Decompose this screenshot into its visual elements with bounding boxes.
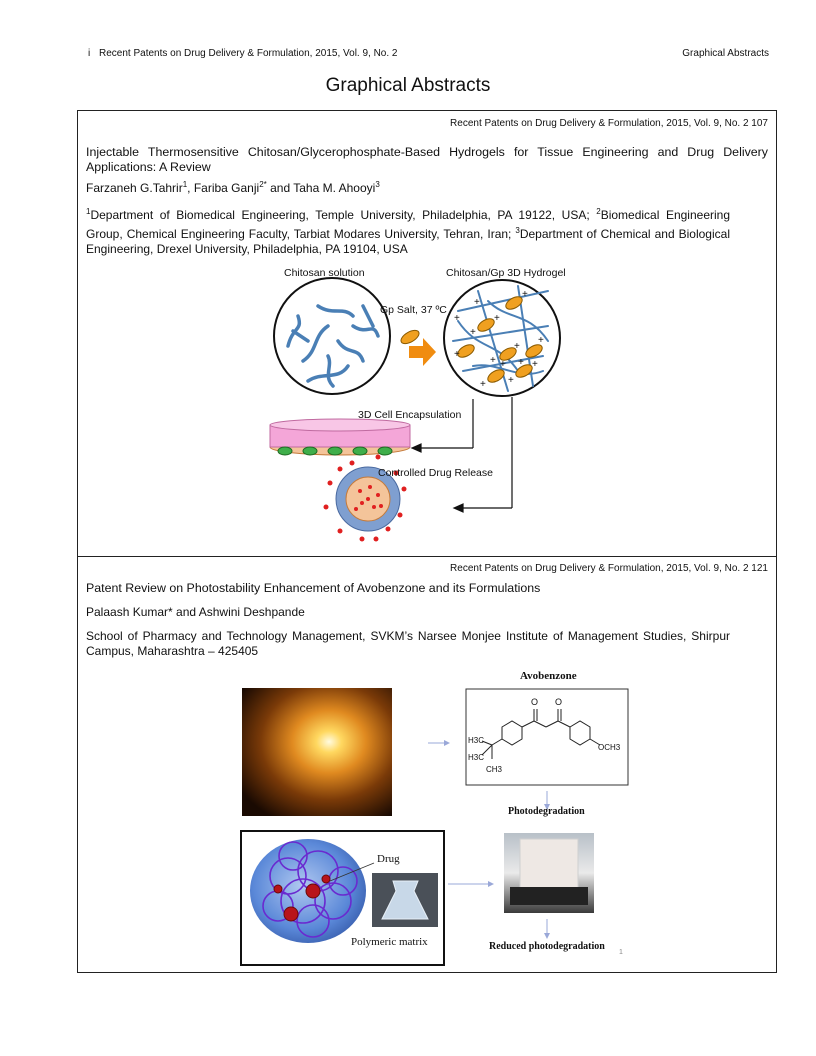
label-drug-release: Controlled Drug Release [378, 467, 493, 479]
article-ref-2: Recent Patents on Drug Delivery & Formulation, 2015, Vol. 9, No. 2 121 [450, 563, 768, 574]
affil-sup: 2 [596, 207, 601, 216]
chem-h3c-top: H3C [468, 736, 485, 745]
chem-ch3: CH3 [486, 765, 503, 774]
drug-particle [306, 884, 320, 898]
page-number: i [88, 48, 91, 59]
svg-text:+: + [454, 313, 460, 324]
label-avobenzone: Avobenzone [520, 670, 577, 682]
svg-text:+: + [538, 335, 544, 346]
author-name: Farzaneh G.Tahrir [86, 181, 183, 195]
svg-text:+: + [490, 355, 496, 366]
figure-page-number: 1 [619, 949, 623, 956]
article-affiliations-2: School of Pharmacy and Technology Management, SVKM’s Narsee Monjee Institute of Management Studies, Shirpur Campus, Maharashtra – 425405 [86, 629, 730, 658]
svg-text:+: + [532, 359, 538, 370]
label-cell-encapsulation: 3D Cell Encapsulation [358, 409, 462, 421]
svg-text:+: + [494, 313, 500, 324]
label-reduced-photodegradation: Reduced photodegradation [489, 941, 605, 952]
author-sep: , [187, 181, 194, 195]
label-chitosan-hydrogel: Chitosan/Gp 3D Hydrogel [446, 267, 566, 279]
affil-text: Department of Chemical and Biological Engineering, Drexel University, Philadelphia, PA 19104, USA [86, 227, 730, 256]
affil-text: Department of Biomedical Engineering, Temple University, Philadelphia, PA 19122, USA; [90, 208, 597, 222]
author-sep: and [266, 181, 294, 195]
label-chitosan-solution: Chitosan solution [284, 267, 365, 279]
svg-text:+: + [470, 327, 476, 338]
affil-text: Biomedical Engineering Group, Chemical Engineering Faculty, Tarbiat Modares University, Tehran, Iran; [86, 208, 730, 241]
chem-o-2: O [555, 697, 563, 707]
article-title-2[interactable]: Patent Review on Photostability Enhancement of Avobenzone and its Formulations [86, 581, 541, 595]
drug-particle [322, 875, 330, 883]
author-sup: 2* [259, 180, 267, 189]
label-drug: Drug [377, 853, 400, 865]
chem-o-1: O [531, 697, 539, 707]
section-name: Graphical Abstracts [682, 48, 769, 59]
drug-particle [274, 885, 282, 893]
author-sup: 1 [182, 180, 188, 189]
label-gp-salt: Gp Salt, 37 ºC [380, 304, 447, 316]
chem-och3: OCH3 [598, 743, 621, 752]
author-sup: 3 [375, 180, 380, 189]
chem-h3c-bottom: H3C [468, 753, 485, 762]
label-photodegradation: Photodegradation [508, 806, 585, 817]
svg-text:+: + [480, 379, 486, 390]
drug-particle [284, 907, 298, 921]
page-title: Graphical Abstracts [325, 75, 491, 96]
article-ref-1: Recent Patents on Drug Delivery & Formulation, 2015, Vol. 9, No. 2 107 [450, 118, 768, 129]
svg-text:+: + [508, 375, 514, 386]
author-name: Fariba Ganji [193, 181, 260, 195]
abstracts-frame [77, 110, 777, 973]
affil-sup: 3 [515, 226, 520, 235]
label-polymeric-matrix: Polymeric matrix [351, 936, 428, 948]
svg-text:+: + [500, 359, 506, 370]
svg-text:+: + [454, 349, 460, 360]
beaker-photo [504, 833, 594, 913]
article-authors-2: Palaash Kumar* and Ashwini Deshpande [86, 605, 305, 619]
svg-text:+: + [474, 297, 480, 308]
running-header [88, 48, 769, 62]
sunlight-photo [242, 688, 392, 816]
svg-text:+: + [514, 341, 520, 352]
svg-text:+: + [522, 289, 528, 300]
journal-citation: Recent Patents on Drug Delivery & Formulation, 2015, Vol. 9, No. 2 [99, 48, 398, 59]
avobenzone-figure [78, 111, 778, 974]
svg-text:+: + [518, 357, 524, 368]
article-title-1[interactable]: Injectable Thermosensitive Chitosan/Glycerophosphate-Based Hydrogels for Tissue Engineering and Drug Delivery Applications: A Review [86, 145, 768, 174]
author-name: Taha M. Ahooyi [293, 181, 376, 195]
affil-sup: 1 [86, 207, 91, 216]
